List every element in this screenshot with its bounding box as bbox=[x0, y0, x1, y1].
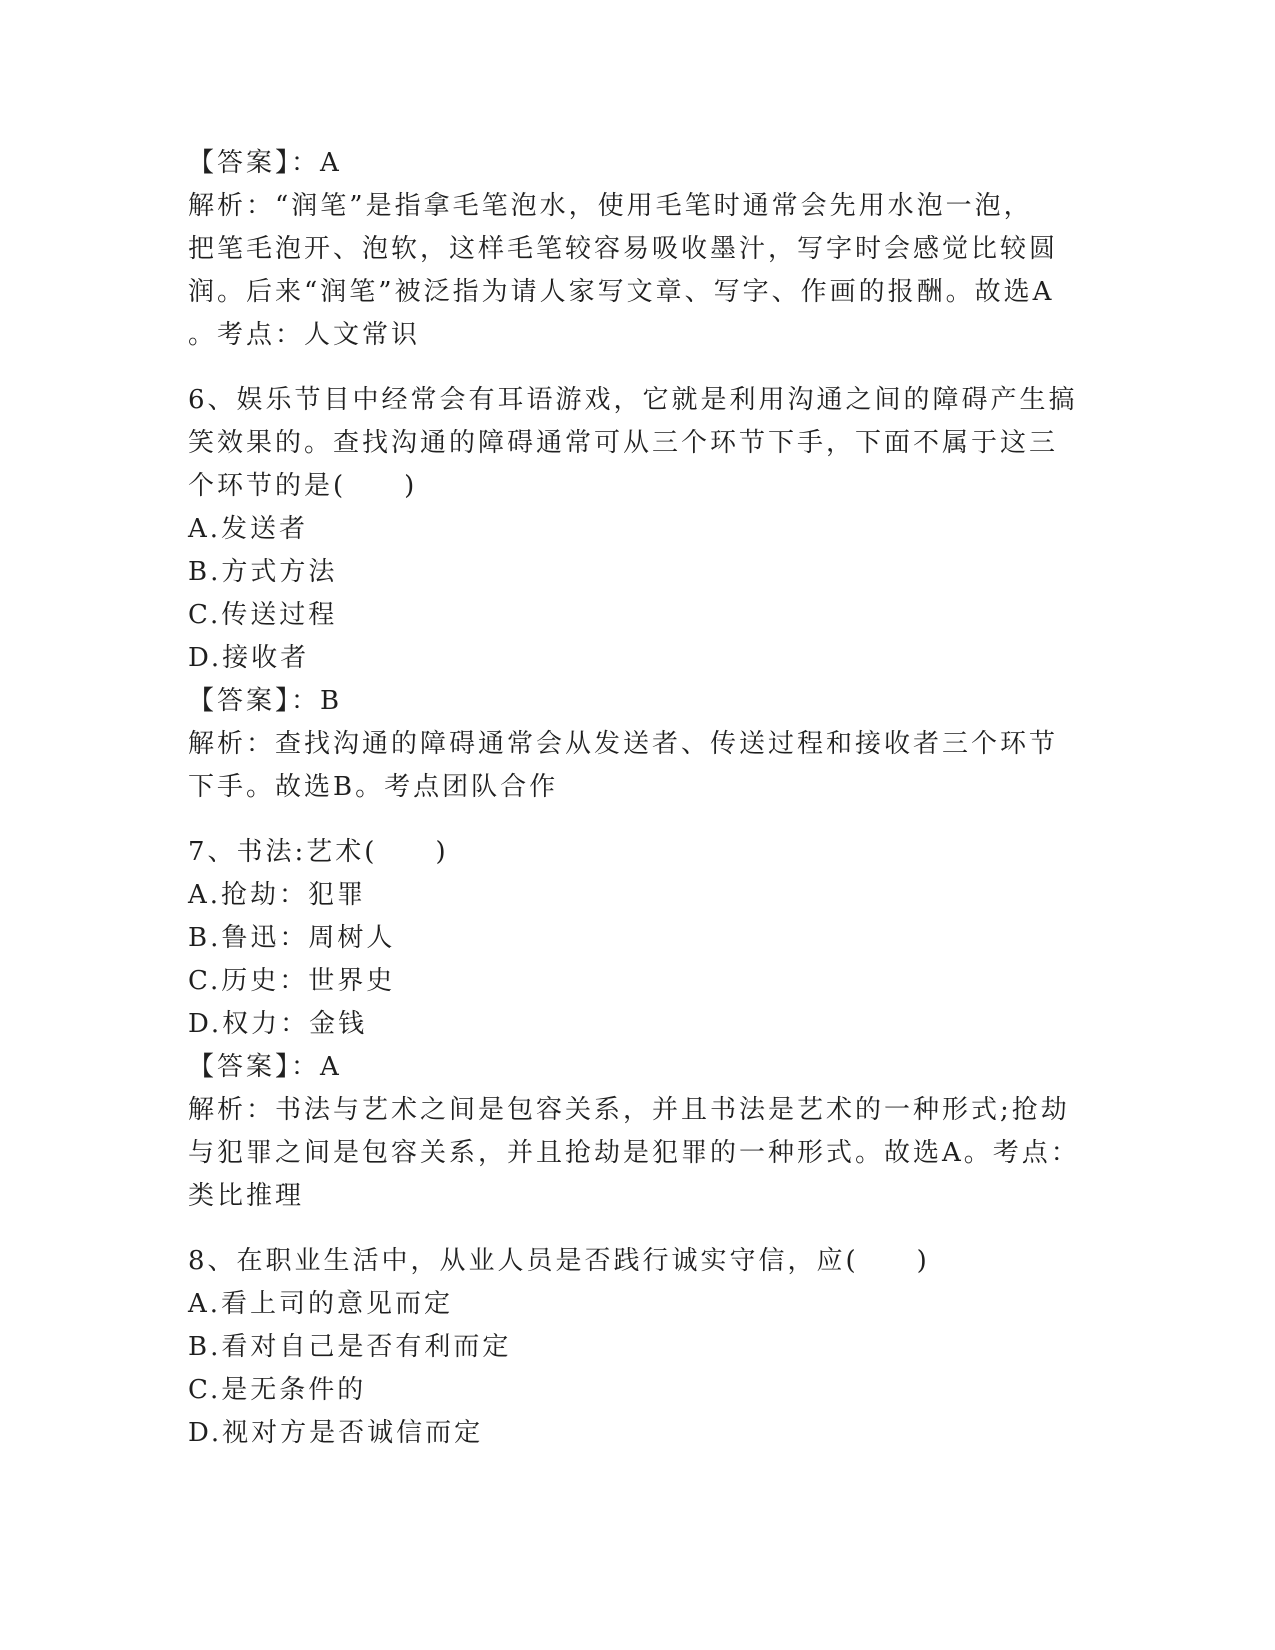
option-d: D.权力：金钱 bbox=[188, 1009, 368, 1039]
explanation-line: 。考点：人文常识 bbox=[188, 320, 421, 350]
explanation-line: 解析：“润笔”是指拿毛笔泡水，使用毛笔时通常会先用水泡一泡， bbox=[188, 191, 1033, 221]
question-text: 7、书法:艺术( ) bbox=[188, 837, 449, 867]
option-c: C.历史：世界史 bbox=[188, 966, 396, 996]
answer-label: 【答案】：B bbox=[188, 686, 343, 716]
question-7 bbox=[188, 831, 1088, 1218]
option-a: A.看上司的意见而定 bbox=[188, 1289, 454, 1319]
question-6 bbox=[188, 379, 1088, 809]
answer-block-5 bbox=[188, 142, 1088, 357]
answer-label: 【答案】：A bbox=[188, 1052, 342, 1082]
explanation-line: 类比推理 bbox=[188, 1181, 305, 1211]
explanation-line: 润。后来“润笔”被泛指为请人家写文章、写字、作画的报酬。故选A bbox=[188, 277, 1055, 307]
option-c: C.传送过程 bbox=[188, 600, 338, 630]
explanation-line: 与犯罪之间是包容关系，并且抢劫是犯罪的一种形式。故选A。考点： bbox=[188, 1138, 1080, 1168]
option-b: B.鲁迅：周树人 bbox=[188, 923, 396, 953]
question-text: 6、娱乐节目中经常会有耳语游戏，它就是利用沟通之间的障碍产生搞 bbox=[188, 385, 1078, 415]
explanation-line: 把笔毛泡开、泡软，这样毛笔较容易吸收墨汁，写字时会感觉比较圆 bbox=[188, 234, 1059, 264]
option-b: B.看对自己是否有利而定 bbox=[188, 1332, 512, 1362]
option-d: D.接收者 bbox=[188, 643, 310, 673]
option-a: A.发送者 bbox=[188, 514, 309, 544]
question-text: 笑效果的。查找沟通的障碍通常可从三个环节下手，下面不属于这三 bbox=[188, 428, 1059, 458]
question-text: 个环节的是( ) bbox=[188, 471, 418, 501]
question-text: 8、在职业生活中，从业人员是否践行诚实守信，应( ) bbox=[188, 1246, 930, 1276]
option-d: D.视对方是否诚信而定 bbox=[188, 1418, 484, 1448]
option-a: A.抢劫：犯罪 bbox=[188, 880, 367, 910]
explanation-line: 下手。故选B。考点团队合作 bbox=[188, 772, 559, 802]
explanation-line: 解析：查找沟通的障碍通常会从发送者、传送过程和接收者三个环节 bbox=[188, 729, 1059, 759]
question-8 bbox=[188, 1240, 1088, 1455]
option-b: B.方式方法 bbox=[188, 557, 338, 587]
document-page bbox=[188, 142, 1088, 1455]
explanation-line: 解析：书法与艺术之间是包容关系，并且书法是艺术的一种形式;抢劫 bbox=[188, 1095, 1070, 1125]
answer-label: 【答案】：A bbox=[188, 148, 342, 178]
option-c: C.是无条件的 bbox=[188, 1375, 367, 1405]
